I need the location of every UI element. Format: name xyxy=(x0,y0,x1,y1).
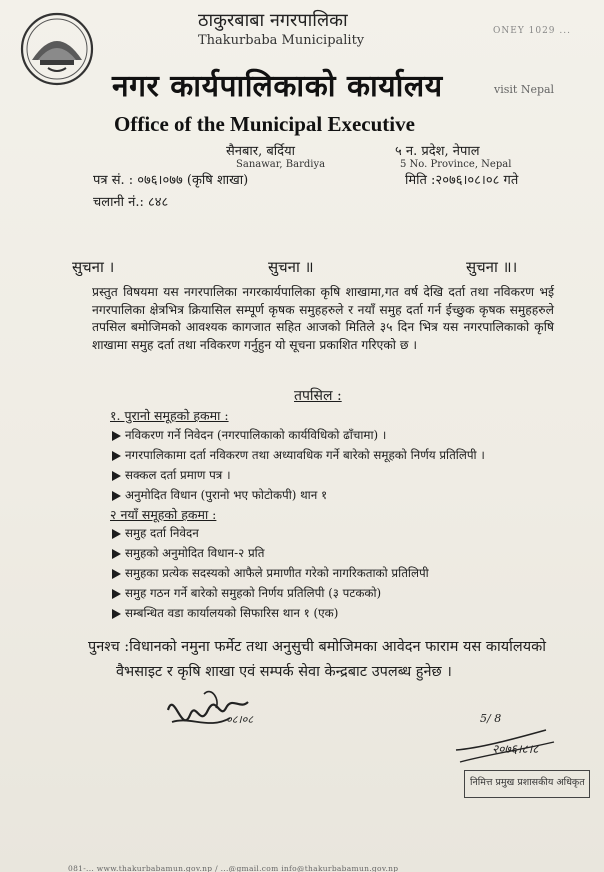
notice-body: प्रस्तुत विषयमा यस नगरपालिका नगरकार्यपालिका कृषि शाखामा,गत वर्ष देखि दर्ता तथा नविकरण भई नगरपालिका क्षेत्रभित्र क्रियासिल सम्पूर्ण कृषक समुहहरुले र नयाँ समुह दर्ता गर्न ईच्छुक कृषक समुहहरुले तपसिल बमोजिमको आवश्यक कागजात सहित आजको मितिले ३५ दिन भित्र यस नगरपालिकाको कृषि शाखामा समुह दर्ता तथा नविकरण गर्नुहुन यो सूचना प्रकाशित गरिएको छ । xyxy=(92,285,554,352)
signature-right-date: २०७६।८।८ xyxy=(492,742,539,756)
official-stamp-text: निमित्त प्रमुख प्रशासकीय अधिकृत xyxy=(470,777,585,788)
address-en-left: Sanawar, Bardiya xyxy=(236,159,326,170)
signature-left xyxy=(160,680,270,750)
reference-number: पत्र सं. : ०७६।०७७ (कृषि शाखा) xyxy=(93,173,249,188)
signature-right-mark: 5/ 8 xyxy=(480,712,502,725)
postscript-line-2: वैभसाइट र कृषि शाखा एवं सम्पर्क सेवा केन्द्रबाट उपलब्ध हुनेछ । xyxy=(116,664,452,680)
signature-left-date: ०८।०८ xyxy=(226,713,254,726)
arrow-bullet-icon xyxy=(112,609,121,619)
address-en-right: 5 No. Province, Nepal xyxy=(400,159,512,170)
arrow-bullet-icon xyxy=(112,451,121,461)
side-stamp-text: ONEY 1029 ... xyxy=(493,26,571,36)
footer-contact: 081-... www.thakurbabamun.gov.np / ...@gmail.com info@thakurbabamun.gov.np xyxy=(68,864,399,872)
list-item: समुहका प्रत्येक सदस्यको आफैले प्रमाणीत गरेको नागरिकताको प्रतिलिपी xyxy=(112,565,429,581)
arrow-bullet-icon xyxy=(112,529,121,539)
list-item: अनुमोदित विधान (पुरानो भए फोटोकपी) थान १ xyxy=(112,487,327,503)
postscript-line-1: पुनश्च :विधानको नमुना फर्मेट तथा अनुसुची बमोजिमका आवेदन फाराम यस कार्यालयको xyxy=(88,639,547,655)
address-np-left: सैनबार, बर्दिया xyxy=(226,144,295,159)
notice-heading-1: सुचना । xyxy=(72,258,115,276)
list-item: समुह गठन गर्ने बारेको समुहको निर्णय प्रतिलिपी (३ पटकको) xyxy=(112,585,381,601)
nepal-emblem-icon xyxy=(18,10,96,88)
address-np-right: ५ न. प्रदेश, नेपाल xyxy=(395,144,480,159)
list-item: नगरपालिकामा दर्ता नविकरण तथा अध्यावधिक गर्ने बारेको समूहको निर्णय प्रतिलिपी । xyxy=(112,447,485,463)
list-item: समुह दर्ता निवेदन xyxy=(112,525,199,541)
section-title-old-groups: १. पुरानो समूहको हकमा : xyxy=(110,408,229,423)
list-item: सम्बन्धित वडा कार्यालयको सिफारिस थान १ (एक) xyxy=(112,605,338,621)
reference-date: मिति :२०७६।०८।०८ गते xyxy=(405,173,519,188)
arrow-bullet-icon xyxy=(112,569,121,579)
municipality-name-en: Thakurbaba Municipality xyxy=(198,33,365,48)
office-title-np: नगर कार्यपालिकाको कार्यालय xyxy=(112,69,443,104)
arrow-bullet-icon xyxy=(112,471,121,481)
arrow-bullet-icon xyxy=(112,549,121,559)
tapsil-title: तपसिल : xyxy=(294,388,342,404)
municipality-name-np: ठाकुरबाबा नगरपालिका xyxy=(198,10,348,31)
list-item: सक्कल दर्ता प्रमाण पत्र । xyxy=(112,467,231,483)
notice-heading-3: सुचना ॥। xyxy=(466,258,518,276)
arrow-bullet-icon xyxy=(112,589,121,599)
section-title-new-groups: २ नयाँ समूहको हकमा : xyxy=(110,507,217,522)
notice-heading-2: सुचना ॥ xyxy=(268,258,314,276)
list-item: नविकरण गर्ने निवेदन (नगरपालिकाको कार्यविधिको ढाँचामा) । xyxy=(112,427,386,443)
arrow-bullet-icon xyxy=(112,491,121,501)
list-item: समुहको अनुमोदित विधान-२ प्रति xyxy=(112,545,264,561)
office-title-en: Office of the Municipal Executive xyxy=(114,112,415,136)
dispatch-number: चलानी नं.: ८४८ xyxy=(93,195,169,210)
arrow-bullet-icon xyxy=(112,431,121,441)
side-visit-text: visit Nepal xyxy=(494,83,555,96)
